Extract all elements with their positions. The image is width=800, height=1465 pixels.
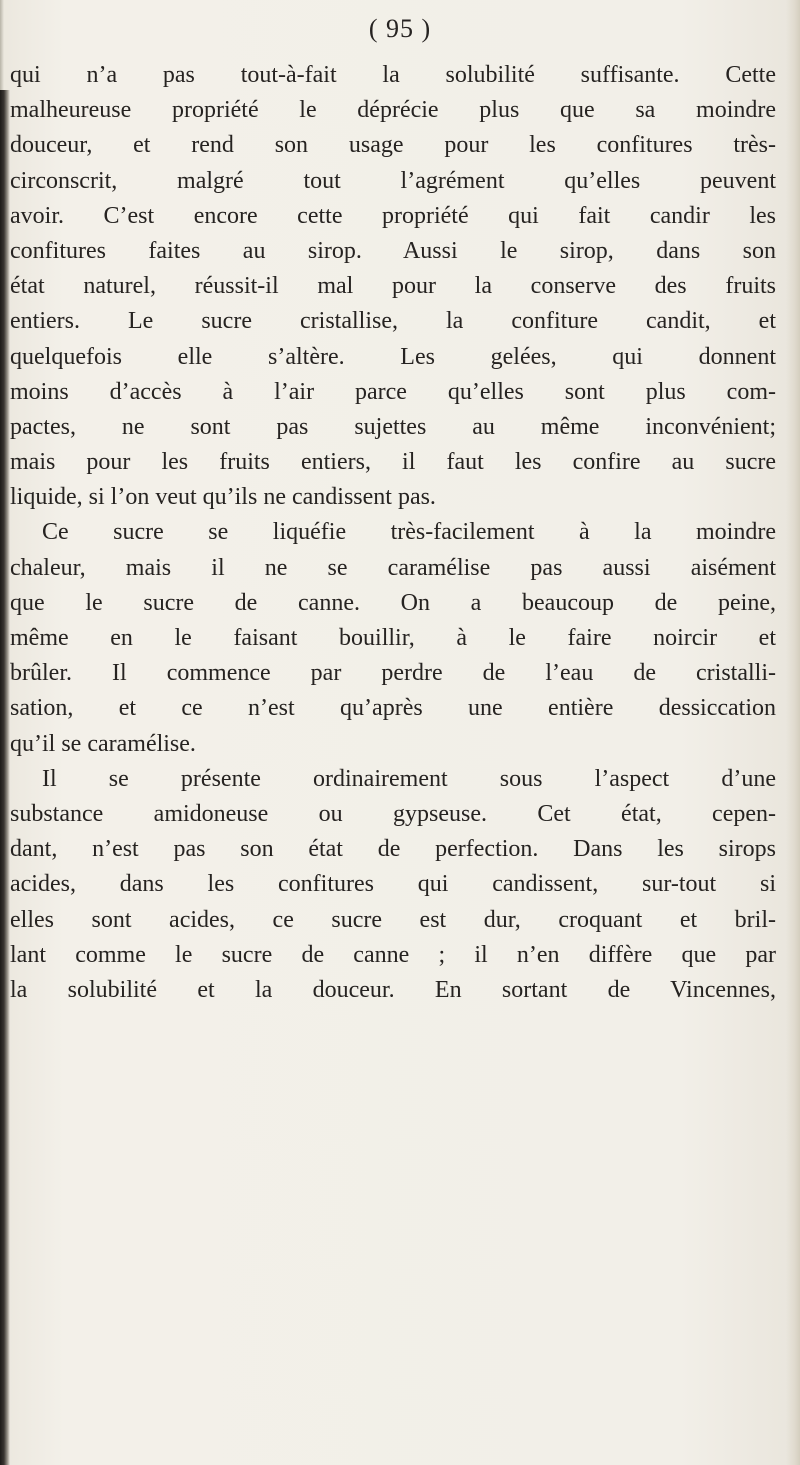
text-line: avoir. C’est encore cette propriété qui fait candir les bbox=[10, 202, 776, 229]
text-line: Ce sucre se liquéfie très-facilement à la moindre bbox=[42, 519, 776, 546]
text-line: quelquefois elle s’altère. Les gelées, qui donnent bbox=[10, 343, 776, 370]
text-line: dant, n’est pas son état de perfection. Dans les sirops bbox=[10, 836, 776, 863]
text-line: moins d’accès à l’air parce qu’elles sont plus com- bbox=[10, 378, 776, 405]
text-line: qu’il se caramélise. bbox=[10, 730, 196, 757]
text-line: pactes, ne sont pas sujettes au même inconvénient; bbox=[10, 413, 776, 440]
text-line: malheureuse propriété le déprécie plus que sa moindre bbox=[10, 97, 776, 124]
text-line: liquide, si l’on veut qu’ils ne candissent pas. bbox=[10, 484, 436, 511]
text-line: mais pour les fruits entiers, il faut les confire au sucre bbox=[10, 449, 776, 476]
page-gutter-shadow bbox=[0, 90, 10, 1465]
text-line: lant comme le sucre de canne ; il n’en diffère que par bbox=[10, 941, 776, 968]
text-line: brûler. Il commence par perdre de l’eau de cristalli- bbox=[10, 660, 776, 687]
text-line: même en le faisant bouillir, à le faire noircir et bbox=[10, 625, 776, 651]
text-line: confitures faites au sirop. Aussi le sirop, dans son bbox=[10, 237, 776, 264]
text-line: circonscrit, malgré tout l’agrément qu’elles peuvent bbox=[10, 167, 776, 194]
text-line: état naturel, réussit-il mal pour la conserve des fruits bbox=[10, 273, 776, 300]
text-line: la solubilité et la douceur. En sortant de Vincennes, bbox=[10, 976, 776, 1003]
page-right-edge bbox=[786, 0, 800, 1465]
text-line: entiers. Le sucre cristallise, la confiture candit, et bbox=[10, 308, 776, 335]
text-line: qui n’a pas tout-à-fait la solubilité suffisante. Cette bbox=[10, 62, 776, 88]
text-line: elles sont acides, ce sucre est dur, croquant et bril- bbox=[10, 906, 776, 933]
text-line: chaleur, mais il ne se caramélise pas aussi aisément bbox=[10, 554, 776, 581]
text-line: que le sucre de canne. On a beaucoup de peine, bbox=[10, 589, 776, 616]
text-line: Il se présente ordinairement sous l’aspect d’une bbox=[42, 765, 776, 792]
page-number: ( 95 ) bbox=[368, 14, 432, 43]
text-line: substance amidoneuse ou gypseuse. Cet état, cepen- bbox=[10, 800, 776, 827]
text-line: sation, et ce n’est qu’après une entière dessiccation bbox=[10, 695, 776, 722]
body-text bbox=[10, 58, 776, 1008]
text-line: douceur, et rend son usage pour les confitures très- bbox=[10, 132, 776, 159]
text-line: acides, dans les confitures qui candissent, sur-tout si bbox=[10, 871, 776, 898]
